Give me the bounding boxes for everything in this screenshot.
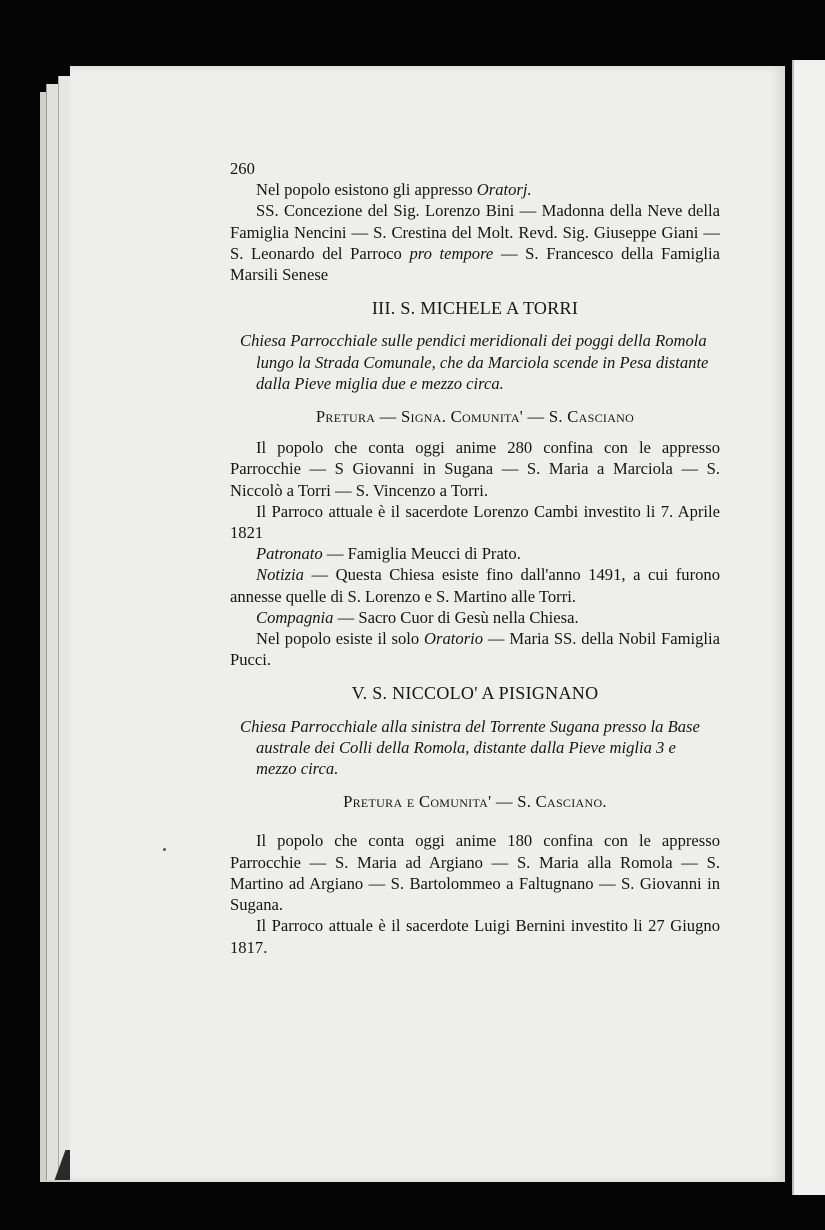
section-title-niccolo: V. S. NICCOLO' A PISIGNANO [351,683,599,704]
next-page-edge [792,60,825,1195]
section-title-michele: III. S. MICHELE A TORRI [371,298,579,319]
paragraph-population-niccolo: Il popolo che conta oggi anime 180 confina con le appresso Parrocchie — S. Maria ad Argiano — S. Maria alla Romola — S. Martino ad Argiano — S. Bartolommeo a Faltugnano — S. Giovanni in Sugana. [230,831,720,915]
page-text [230,158,720,958]
oratorio-line: Nel popolo esiste il solo Oratorio — Maria SS. della Nobil Famiglia Pucci. [230,629,721,670]
notizia-line: Notizia — Questa Chiesa esiste fino dall'anno 1491, a cui furono annesse quelle di S. Lorenzo e S. Martino alle Torri. [230,565,720,606]
paragraph-parroco-niccolo: Il Parroco attuale è il sacerdote Luigi Bernini investito li 27 Giugno 1817. [230,916,720,957]
intro-line: Nel popolo esistono gli appresso Oratorj. [256,180,532,200]
oratories-paragraph: SS. Concezione del Sig. Lorenzo Bini — Madonna della Neve della Famiglia Nencini — S. Crestina del Molt. Revd. Sig. Giuseppe Giani — S. Leonardo del Parroco pro tempore — S. Francesco della Famiglia Marsili Senese [230,201,721,285]
page-number: 260 [230,159,255,178]
section-description-michele: Chiesa Parrocchiale sulle pendici meridionali dei poggi della Romola lungo la Strada Comunale, che da Marciola scende in Pesa distante dalla Pieve miglia due e mezzo circa. [240,331,709,393]
paragraph-parroco-michele: Il Parroco attuale è il sacerdote Lorenzo Cambi investito li 7. Aprile 1821 [230,501,720,543]
ink-spot [163,848,166,851]
paragraph-population-michele: Il popolo che conta oggi anime 280 confina con le appresso Parrocchie — S Giovanni in Sugana — S. Maria a Marciola — S. Niccolò a Torri — S. Vincenzo a Torri. [230,438,720,500]
section-description-niccolo: Chiesa Parrocchiale alla sinistra del Torrente Sugana presso la Base australe dei Colli della Romola, distante dalla Pieve miglia 3 e mezzo circa. [240,716,700,779]
compagnia-line: Compagnia — Sacro Cuor di Gesù nella Chiesa. [256,607,579,627]
pretura-niccolo: Pretura e Comunita' — S. Casciano. [343,792,607,812]
patronato-line: Patronato — Famiglia Meucci di Prato. [256,544,521,564]
pretura-michele: Pretura — Signa. Comunita' — S. Casciano [315,407,635,427]
